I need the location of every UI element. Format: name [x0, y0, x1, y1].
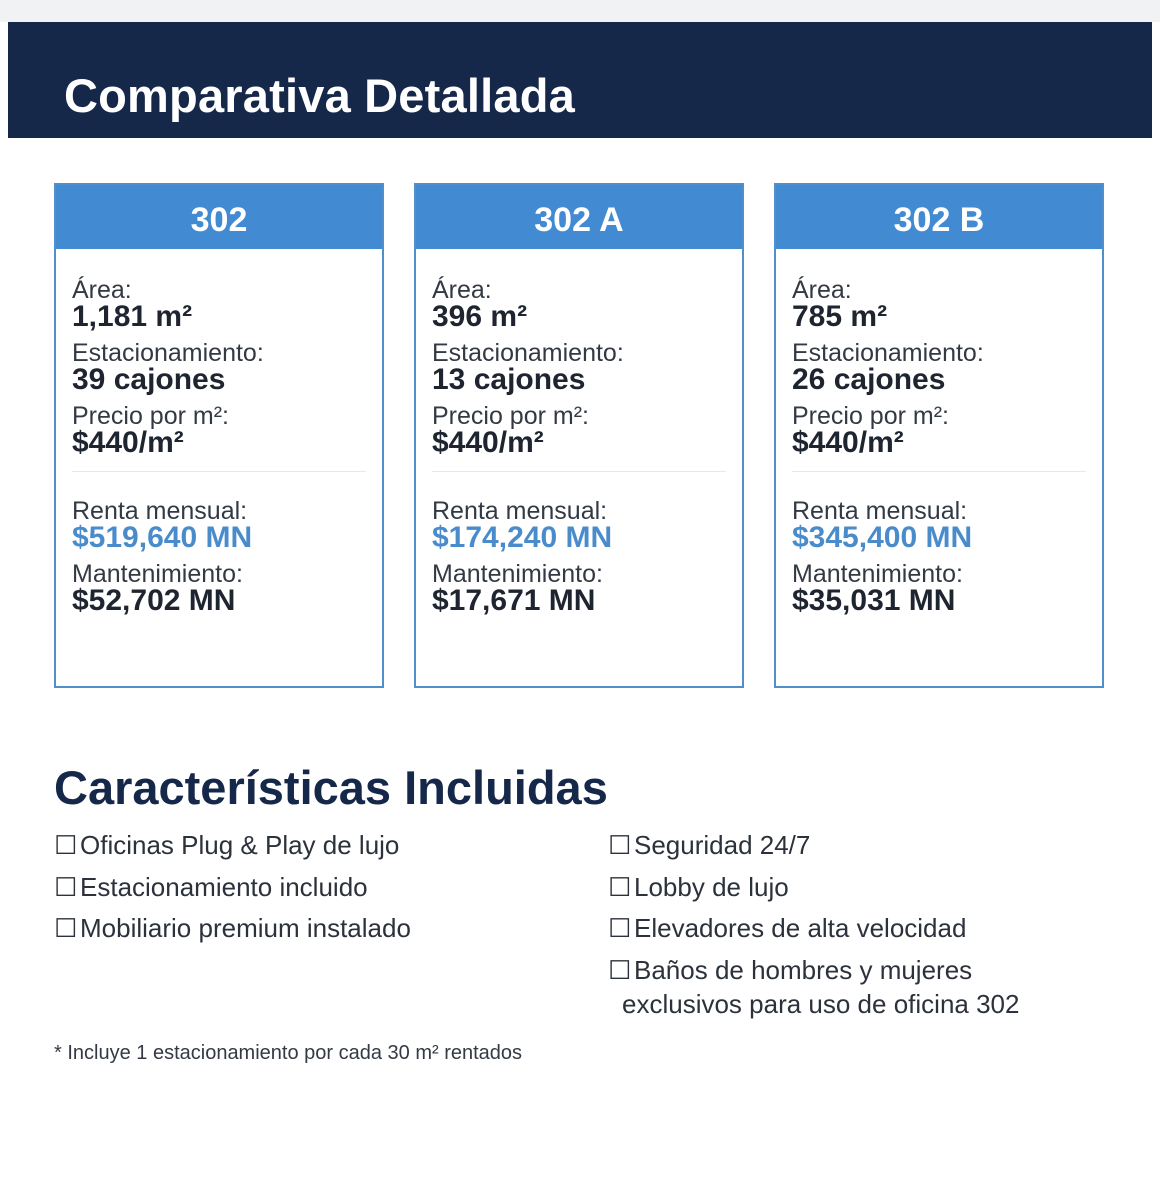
page-title: Comparativa Detallada [64, 69, 575, 122]
feature-label-continuation: exclusivos para uso de oficina 302 [622, 989, 1020, 1019]
features-list-right [608, 828, 1019, 1021]
maintenance-label: Mantenimiento: [72, 560, 243, 588]
area-value: 1,181 m² [72, 300, 193, 333]
footnote: * Incluye 1 estacionamiento por cada 30 m² rentados [54, 1042, 523, 1064]
unit-card-title: 302 [56, 185, 382, 249]
checkbox-icon: ☐ [608, 871, 632, 902]
feature-label: Seguridad 24/7 [634, 830, 811, 860]
feature-label: Baños de hombres y mujeres [634, 954, 973, 985]
price-label: Precio por m²: [792, 402, 949, 430]
parking-label: Estacionamiento: [72, 339, 264, 367]
card-divider [792, 471, 1086, 472]
feature-item [54, 828, 411, 862]
maintenance-value: $52,702 MN [72, 584, 236, 617]
feature-item [54, 911, 411, 945]
area-value: 396 m² [432, 300, 528, 333]
unit-card-body [56, 249, 382, 615]
unit-card-title: 302 B [776, 185, 1102, 249]
parking-value: 13 cajones [432, 363, 586, 396]
card-divider [72, 471, 366, 472]
maintenance-label: Mantenimiento: [792, 560, 963, 588]
rent-label: Renta mensual: [72, 497, 248, 525]
price-label: Precio por m²: [72, 402, 229, 430]
unit-card-body [416, 249, 742, 615]
rent-value: $519,640 MN [72, 521, 253, 554]
price-value: $440/m² [72, 426, 184, 459]
unit-card-302 [54, 183, 384, 688]
checkbox-icon: ☐ [54, 871, 78, 902]
feature-label: Oficinas Plug & Play de lujo [80, 830, 400, 860]
parking-label: Estacionamiento: [432, 339, 624, 367]
feature-item [54, 870, 411, 904]
area-label: Área: [792, 276, 852, 304]
price-label: Precio por m²: [432, 402, 589, 430]
top-frame-strip [0, 0, 1160, 22]
rent-label: Renta mensual: [432, 497, 608, 525]
feature-label: Estacionamiento incluido [80, 871, 368, 902]
rent-value: $345,400 MN [792, 521, 973, 554]
price-value: $440/m² [432, 426, 544, 459]
parking-value: 39 cajones [72, 363, 226, 396]
feature-item [608, 828, 1019, 862]
feature-label: Lobby de lujo [634, 871, 789, 902]
feature-label: Mobiliario premium instalado [80, 913, 411, 943]
feature-label: Elevadores de alta velocidad [634, 913, 967, 943]
rent-value: $174,240 MN [432, 521, 613, 554]
feature-item [608, 911, 1019, 945]
page-header [8, 22, 1152, 138]
maintenance-value: $17,671 MN [432, 584, 596, 617]
unit-card-body [776, 249, 1102, 615]
features-title: Características Incluidas [54, 761, 608, 814]
features-list-left [54, 828, 411, 953]
rent-label: Renta mensual: [792, 497, 968, 525]
area-label: Área: [432, 276, 492, 304]
checkbox-icon: ☐ [608, 913, 632, 943]
checkbox-icon: ☐ [54, 830, 78, 860]
feature-item [608, 870, 1019, 904]
checkbox-icon: ☐ [608, 954, 632, 985]
unit-card-302b [774, 183, 1104, 688]
maintenance-label: Mantenimiento: [432, 560, 603, 588]
checkbox-icon: ☐ [608, 830, 632, 860]
unit-card-302a [414, 183, 744, 688]
parking-value: 26 cajones [792, 363, 946, 396]
maintenance-value: $35,031 MN [792, 584, 956, 617]
checkbox-icon: ☐ [54, 913, 78, 943]
area-label: Área: [72, 276, 132, 304]
feature-item [608, 953, 1019, 987]
parking-label: Estacionamiento: [792, 339, 984, 367]
price-value: $440/m² [792, 426, 904, 459]
unit-card-title: 302 A [416, 185, 742, 249]
area-value: 785 m² [792, 300, 888, 333]
card-divider [432, 471, 726, 472]
